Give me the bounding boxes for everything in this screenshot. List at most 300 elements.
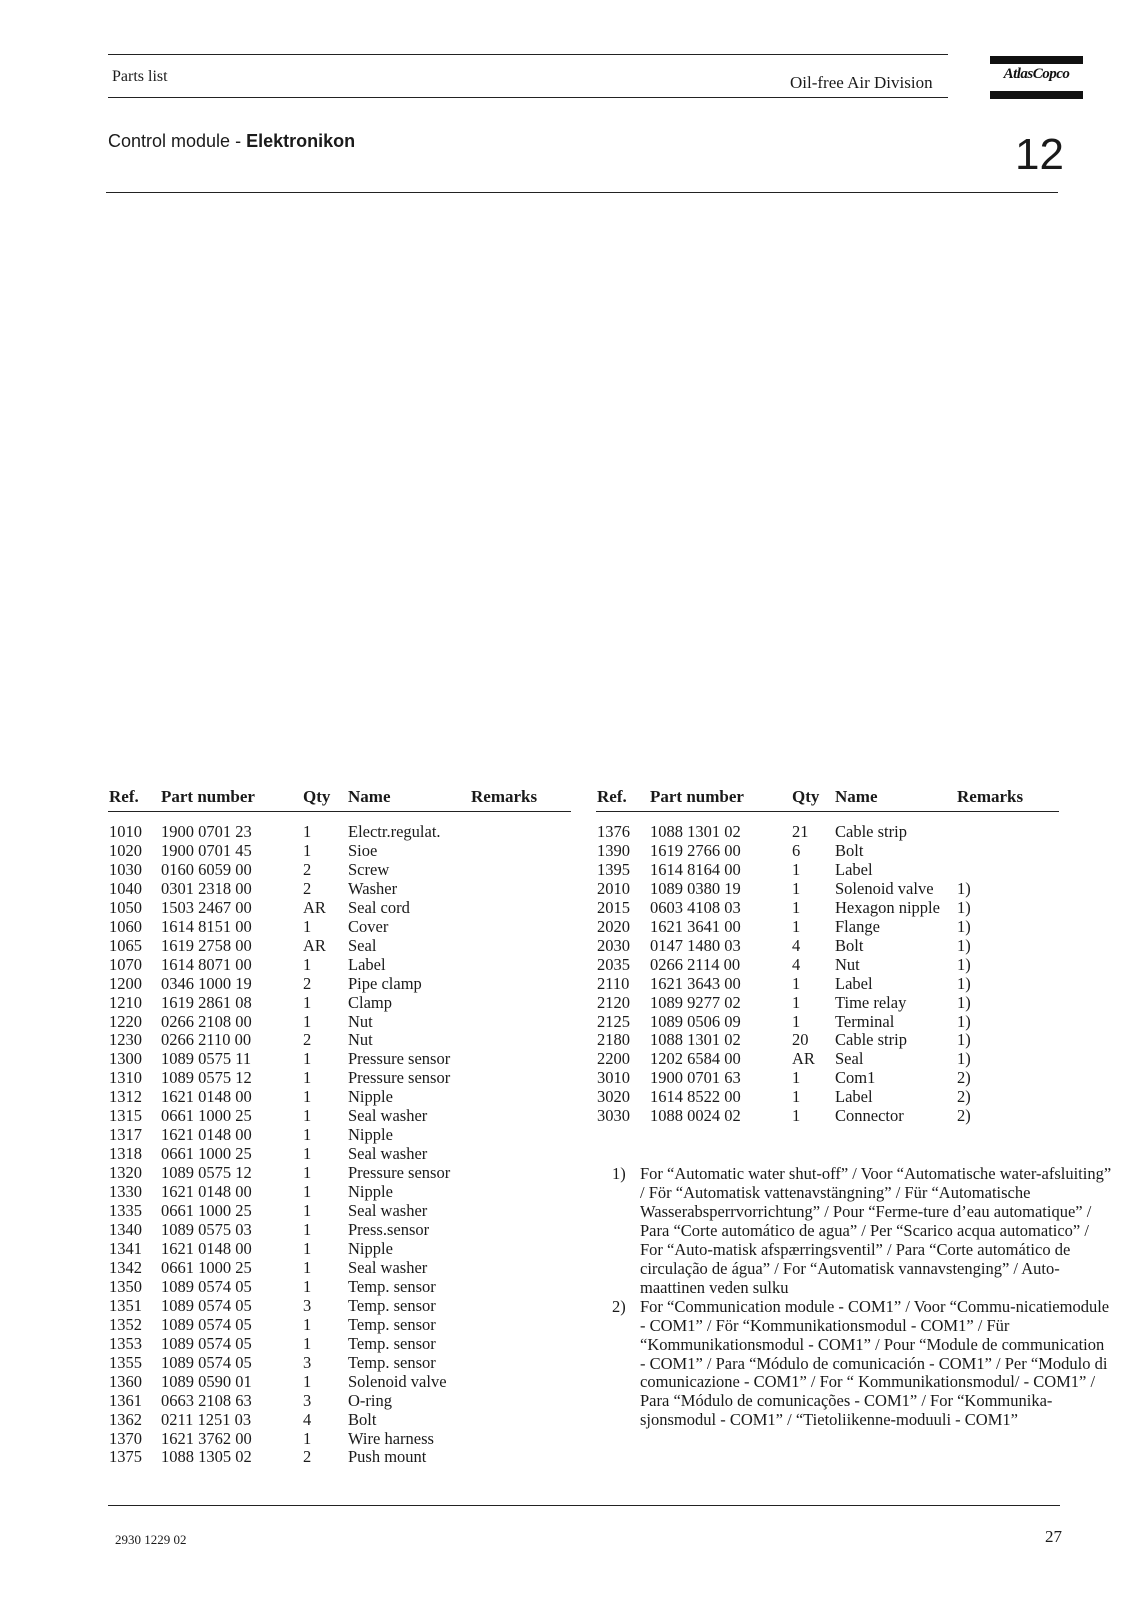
cell-name: Terminal — [835, 1011, 895, 1031]
cell-remarks — [471, 1145, 574, 1164]
cell-remarks — [957, 842, 1062, 861]
cell-ref: 1362 — [109, 1409, 142, 1429]
cell-name: Seal washer — [348, 1144, 428, 1164]
cell-part-number: 1089 9277 02 — [650, 992, 741, 1012]
cell-part-number: 1088 1301 02 — [650, 822, 741, 841]
table-row — [109, 918, 574, 937]
cell-part-number: 0211 1251 03 — [161, 1409, 252, 1429]
cell-remarks — [471, 1335, 574, 1354]
footnote-2 — [612, 1298, 1112, 1431]
cell-remarks — [471, 861, 574, 880]
table-row — [109, 1278, 574, 1297]
cell-qty: 3 — [303, 1390, 312, 1410]
cell-qty: 1 — [792, 992, 801, 1012]
cell-remarks — [471, 1297, 574, 1316]
cell-qty: 1 — [792, 1011, 801, 1031]
table-row — [597, 1107, 1062, 1126]
section-title-bold: Elektronikon — [246, 131, 356, 151]
cell-ref: 2035 — [597, 954, 630, 974]
header-bottom-rule — [108, 97, 948, 98]
cell-remarks: 1) — [957, 935, 971, 955]
table-row — [109, 861, 574, 880]
cell-qty: 1 — [792, 916, 801, 936]
cell-ref: 1341 — [109, 1238, 142, 1258]
cell-remarks — [471, 842, 574, 861]
table-row — [109, 1031, 574, 1050]
cell-part-number: 1202 6584 00 — [650, 1049, 741, 1069]
cell-remarks: 2) — [957, 1068, 971, 1088]
cell-name: Washer — [348, 878, 398, 898]
table-row — [109, 880, 574, 899]
footer-rule — [108, 1505, 1060, 1506]
cell-qty: AR — [303, 935, 326, 955]
table-row — [109, 1050, 574, 1069]
cell-ref: 1370 — [109, 1428, 142, 1448]
cell-part-number: 1089 0574 05 — [161, 1314, 252, 1334]
cell-qty: 4 — [303, 1409, 312, 1429]
cell-ref: 1350 — [109, 1276, 142, 1296]
cell-name: Flange — [835, 916, 880, 936]
cell-qty: 1 — [303, 954, 312, 974]
cell-qty: 1 — [303, 1068, 312, 1088]
cell-ref: 1310 — [109, 1068, 142, 1088]
section-title — [108, 131, 355, 152]
cell-part-number: 0661 1000 25 — [161, 1106, 252, 1126]
cell-ref: 1340 — [109, 1220, 142, 1240]
cell-part-number: 0663 2108 63 — [161, 1390, 252, 1410]
cell-ref: 1050 — [109, 897, 142, 917]
cell-remarks — [471, 1202, 574, 1221]
left-table-header-rule — [108, 811, 571, 812]
parts-table-left — [109, 787, 574, 1467]
cell-name: Seal washer — [348, 1257, 428, 1277]
cell-remarks — [471, 1240, 574, 1259]
cell-name: Push mount — [348, 1447, 427, 1467]
cell-qty: 21 — [792, 822, 809, 841]
cell-part-number: 1614 8164 00 — [650, 859, 741, 879]
cell-qty: 1 — [303, 822, 312, 841]
cell-part-number: 1089 0575 03 — [161, 1220, 252, 1240]
table-row — [109, 1411, 574, 1430]
cell-name: Seal — [348, 935, 377, 955]
cell-qty: 1 — [303, 1011, 312, 1031]
cell-ref: 1330 — [109, 1182, 142, 1202]
cell-part-number: 1614 8522 00 — [650, 1087, 741, 1107]
cell-remarks — [471, 1013, 574, 1032]
cell-part-number: 0266 2108 00 — [161, 1011, 252, 1031]
cell-remarks: 1) — [957, 916, 971, 936]
cell-name: Com1 — [835, 1068, 876, 1088]
table-row — [597, 899, 1062, 918]
cell-part-number: 1619 2861 08 — [161, 992, 252, 1012]
cell-name: Temp. sensor — [348, 1276, 436, 1296]
cell-name: Pressure sensor — [348, 1049, 451, 1069]
cell-ref: 3020 — [597, 1087, 630, 1107]
table-row — [109, 1107, 574, 1126]
cell-remarks: 1) — [957, 1030, 971, 1050]
cell-part-number: 1621 0148 00 — [161, 1087, 252, 1107]
cell-part-number: 1900 0701 45 — [161, 840, 252, 860]
cell-qty: 1 — [792, 973, 801, 993]
table-row — [597, 918, 1062, 937]
cell-qty: 2 — [303, 1030, 312, 1050]
table-row — [597, 937, 1062, 956]
cell-part-number: 0603 4108 03 — [650, 897, 741, 917]
cell-remarks: 1) — [957, 878, 971, 898]
cell-part-number: 1614 8151 00 — [161, 916, 252, 936]
table-row — [597, 842, 1062, 861]
section-rule — [106, 192, 1058, 193]
cell-qty: 1 — [792, 1106, 801, 1126]
cell-name: Temp. sensor — [348, 1314, 436, 1334]
cell-name: Wire harness — [348, 1428, 434, 1448]
section-title-prefix: Control module - — [108, 131, 247, 151]
table-row — [109, 956, 574, 975]
cell-part-number: 1614 8071 00 — [161, 954, 252, 974]
cell-qty: 1 — [792, 897, 801, 917]
cell-name: Hexagon nipple — [835, 897, 940, 917]
footnote-text: For “Communication module - COM1” / Voor “Commu-nicatiemodule - COM1” / För “Kommunikationsmodul - COM1” / Für “Kommunikationsmodul - COM1” / Pour “Module de communication - COM1” / Para “Módulo de comunicación - COM1” / Per “Modulo di comunicazione - COM1” / For “ Kommunikationsmodul/ - COM1” / Para “Módulo de comunicações - COM1” / For “Kommunika-sjonsmodul - COM1” / “Tietoliikenne-moduuli - COM1” — [640, 1296, 1110, 1430]
cell-name: Bolt — [835, 840, 864, 860]
cell-qty: 3 — [303, 1352, 312, 1372]
cell-part-number: 1089 0590 01 — [161, 1371, 252, 1391]
cell-qty: 1 — [792, 1087, 801, 1107]
cell-remarks — [471, 1088, 574, 1107]
cell-name: Pipe clamp — [348, 973, 422, 993]
cell-remarks — [471, 994, 574, 1013]
cell-part-number: 1089 0575 12 — [161, 1068, 252, 1088]
cell-ref: 3030 — [597, 1106, 630, 1126]
col-header-qty: Qty — [792, 787, 820, 806]
cell-part-number: 0301 2318 00 — [161, 878, 252, 898]
cell-remarks — [471, 1316, 574, 1335]
cell-name: Press.sensor — [348, 1220, 430, 1240]
cell-name: Solenoid valve — [835, 878, 934, 898]
cell-remarks — [471, 1411, 574, 1430]
table-row — [109, 1183, 574, 1202]
table-row — [109, 1145, 574, 1164]
parts-table-right — [597, 787, 1062, 1126]
cell-ref: 1342 — [109, 1257, 142, 1277]
cell-remarks — [471, 1354, 574, 1373]
cell-part-number: 1621 3641 00 — [650, 916, 741, 936]
cell-ref: 2110 — [597, 973, 630, 993]
table-row — [597, 880, 1062, 899]
cell-ref: 1070 — [109, 954, 142, 974]
cell-name: Cable strip — [835, 822, 907, 841]
cell-ref: 1355 — [109, 1352, 142, 1372]
cell-part-number: 1088 1305 02 — [161, 1447, 252, 1467]
cell-remarks — [471, 1031, 574, 1050]
cell-part-number: 0147 1480 03 — [650, 935, 741, 955]
cell-part-number: 0661 1000 25 — [161, 1201, 252, 1221]
cell-qty: 6 — [792, 840, 801, 860]
cell-part-number: 1621 0148 00 — [161, 1125, 252, 1145]
table-row — [109, 823, 574, 842]
cell-ref: 1220 — [109, 1011, 142, 1031]
cell-name: Seal washer — [348, 1201, 428, 1221]
division-label: Oil-free Air Division — [790, 73, 933, 92]
cell-ref: 1020 — [109, 840, 142, 860]
table-row — [109, 1088, 574, 1107]
cell-remarks: 2) — [957, 1106, 971, 1126]
cell-remarks — [471, 880, 574, 899]
cell-qty: 1 — [303, 1257, 312, 1277]
cell-part-number: 1089 0574 05 — [161, 1352, 252, 1372]
cell-qty: AR — [792, 1049, 815, 1069]
table-row — [109, 975, 574, 994]
cell-name: Seal washer — [348, 1106, 428, 1126]
col-header-ref: Ref. — [109, 787, 139, 806]
cell-qty: 1 — [303, 1371, 312, 1391]
cell-remarks: 1) — [957, 973, 971, 993]
cell-qty: 1 — [303, 916, 312, 936]
cell-ref: 2125 — [597, 1011, 630, 1031]
cell-qty: 1 — [303, 1125, 312, 1145]
cell-remarks — [471, 1126, 574, 1145]
cell-qty: 1 — [303, 1182, 312, 1202]
cell-part-number: 0346 1000 19 — [161, 973, 252, 993]
cell-qty: 2 — [303, 973, 312, 993]
cell-part-number: 1503 2467 00 — [161, 897, 252, 917]
table-row — [597, 823, 1062, 842]
cell-name: Seal — [835, 1049, 864, 1069]
page-number: 27 — [1045, 1527, 1062, 1546]
cell-remarks — [471, 1183, 574, 1202]
cell-name: Label — [835, 859, 873, 879]
col-header-name: Name — [835, 787, 878, 806]
cell-ref: 2015 — [597, 897, 630, 917]
cell-name: Cable strip — [835, 1030, 907, 1050]
cell-remarks — [471, 1259, 574, 1278]
table-row — [597, 975, 1062, 994]
table-row — [109, 1259, 574, 1278]
cell-ref: 1040 — [109, 878, 142, 898]
cell-ref: 1335 — [109, 1201, 142, 1221]
cell-remarks: 1) — [957, 1011, 971, 1031]
cell-remarks — [471, 899, 574, 918]
cell-name: Temp. sensor — [348, 1352, 436, 1372]
cell-ref: 1060 — [109, 916, 142, 936]
table-row — [597, 1013, 1062, 1032]
cell-part-number: 1900 0701 63 — [650, 1068, 741, 1088]
table-row — [109, 1164, 574, 1183]
col-header-remarks: Remarks — [957, 787, 1024, 806]
cell-remarks — [471, 1221, 574, 1240]
cell-name: Connector — [835, 1106, 904, 1126]
cell-name: Time relay — [835, 992, 907, 1012]
cell-qty: 1 — [303, 1276, 312, 1296]
cell-name: Nut — [348, 1011, 373, 1031]
table-row — [109, 1316, 574, 1335]
footnote-1 — [612, 1165, 1112, 1298]
cell-qty: 1 — [303, 1144, 312, 1164]
cell-part-number: 1621 3643 00 — [650, 973, 741, 993]
table-row — [597, 994, 1062, 1013]
col-header-part-number: Part number — [161, 787, 255, 806]
table-row — [109, 1354, 574, 1373]
cell-part-number: 0661 1000 25 — [161, 1257, 252, 1277]
table-row — [109, 1430, 574, 1449]
cell-name: Temp. sensor — [348, 1333, 436, 1353]
cell-ref: 1200 — [109, 973, 142, 993]
cell-name: Seal cord — [348, 897, 410, 917]
table-row — [109, 1240, 574, 1259]
table-row — [109, 937, 574, 956]
cell-ref: 1353 — [109, 1333, 142, 1353]
table-header-row — [109, 787, 574, 813]
table-row — [109, 1373, 574, 1392]
cell-remarks — [471, 1107, 574, 1126]
cell-part-number: 1088 0024 02 — [650, 1106, 741, 1126]
table-row — [597, 956, 1062, 975]
table-row — [109, 1335, 574, 1354]
footnote-number: 1) — [612, 1164, 626, 1183]
table-row — [109, 1221, 574, 1240]
cell-name: Nipple — [348, 1125, 393, 1145]
cell-ref: 2180 — [597, 1030, 630, 1050]
cell-remarks — [471, 975, 574, 994]
cell-ref: 1318 — [109, 1144, 142, 1164]
cell-qty: 1 — [303, 1049, 312, 1069]
cell-remarks: 1) — [957, 897, 971, 917]
cell-remarks — [471, 1069, 574, 1088]
cell-name: Solenoid valve — [348, 1371, 447, 1391]
cell-remarks: 1) — [957, 954, 971, 974]
cell-remarks — [471, 1430, 574, 1449]
cell-ref: 1300 — [109, 1049, 142, 1069]
cell-qty: 1 — [303, 1106, 312, 1126]
cell-name: Cover — [348, 916, 389, 936]
table-row — [597, 1031, 1062, 1050]
cell-ref: 1360 — [109, 1371, 142, 1391]
table-row — [109, 1013, 574, 1032]
cell-name: Temp. sensor — [348, 1295, 436, 1315]
cell-part-number: 0266 2110 00 — [161, 1030, 252, 1050]
cell-remarks — [471, 1448, 574, 1467]
cell-name: Nut — [835, 954, 860, 974]
cell-remarks — [471, 1373, 574, 1392]
cell-name: Label — [348, 954, 386, 974]
col-header-remarks: Remarks — [471, 787, 538, 806]
cell-name: Pressure sensor — [348, 1163, 451, 1183]
cell-remarks — [957, 823, 1062, 842]
table-header-row — [597, 787, 1062, 813]
cell-ref: 2200 — [597, 1049, 630, 1069]
cell-ref: 1320 — [109, 1163, 142, 1183]
cell-part-number: 1621 3762 00 — [161, 1428, 252, 1448]
cell-remarks — [957, 861, 1062, 880]
cell-ref: 1230 — [109, 1030, 142, 1050]
cell-qty: 20 — [792, 1030, 809, 1050]
cell-ref: 1010 — [109, 822, 142, 841]
cell-qty: 1 — [303, 840, 312, 860]
header-top-rule — [108, 54, 948, 55]
cell-qty: AR — [303, 897, 326, 917]
cell-qty: 1 — [792, 1068, 801, 1088]
cell-remarks — [471, 1392, 574, 1411]
cell-name: Nipple — [348, 1087, 393, 1107]
cell-part-number: 1621 0148 00 — [161, 1238, 252, 1258]
cell-qty: 1 — [303, 992, 312, 1012]
table-row — [109, 994, 574, 1013]
doc-type-label: Parts list — [112, 68, 168, 85]
cell-qty: 3 — [303, 1295, 312, 1315]
table-row — [109, 1126, 574, 1145]
cell-remarks — [471, 956, 574, 975]
cell-qty: 1 — [303, 1163, 312, 1183]
cell-qty: 1 — [303, 1333, 312, 1353]
cell-qty: 2 — [303, 1447, 312, 1467]
cell-ref: 3010 — [597, 1068, 630, 1088]
cell-qty: 4 — [792, 954, 801, 974]
cell-name: Label — [835, 1087, 873, 1107]
cell-ref: 1361 — [109, 1390, 142, 1410]
cell-ref: 1375 — [109, 1447, 142, 1467]
cell-name: O-ring — [348, 1390, 392, 1410]
cell-remarks — [471, 823, 574, 842]
cell-remarks — [471, 1278, 574, 1297]
footnote-text: For “Automatic water shut-off” / Voor “Automatische water-afsluiting” / För “Automatisk vattenavstängning” / Für “Automatische Wasserabsperrvorrichtung” / Pour “Ferme-ture d’eau automatique” / Para “Corte automático de agua” / Per “Scarico acqua automatico” / For “Auto-matisk afspærringsventil” / Para “Corte automático de circulação de água” / For “Automatisk vannavstenging” / Auto-maattinen veden sulku — [640, 1164, 1112, 1297]
table-row — [109, 899, 574, 918]
cell-part-number: 1619 2758 00 — [161, 935, 252, 955]
cell-part-number: 1621 0148 00 — [161, 1182, 252, 1202]
right-table-header-rule — [596, 811, 1059, 812]
cell-ref: 1065 — [109, 935, 142, 955]
cell-qty: 2 — [303, 878, 312, 898]
cell-part-number: 1089 0574 05 — [161, 1295, 252, 1315]
cell-name: Nut — [348, 1030, 373, 1050]
cell-part-number: 1089 0574 05 — [161, 1276, 252, 1296]
col-header-qty: Qty — [303, 787, 331, 806]
cell-name: Clamp — [348, 992, 392, 1012]
cell-part-number: 0160 6059 00 — [161, 859, 252, 879]
cell-name: Electr.regulat. — [348, 822, 441, 841]
cell-qty: 4 — [792, 935, 801, 955]
cell-qty: 1 — [792, 878, 801, 898]
table-row — [109, 1069, 574, 1088]
cell-name: Nipple — [348, 1182, 393, 1202]
cell-name: Bolt — [348, 1409, 377, 1429]
cell-remarks — [471, 1050, 574, 1069]
table-row — [597, 861, 1062, 880]
doc-number: 2930 1229 02 — [115, 1532, 187, 1547]
cell-qty: 1 — [792, 859, 801, 879]
cell-name: Sioe — [348, 840, 378, 860]
cell-part-number: 0266 2114 00 — [650, 954, 741, 974]
cell-name: Nipple — [348, 1238, 393, 1258]
cell-name: Screw — [348, 859, 390, 879]
cell-part-number: 1900 0701 23 — [161, 822, 252, 841]
cell-remarks — [471, 1164, 574, 1183]
table-row — [109, 842, 574, 861]
footnotes — [612, 1165, 1112, 1430]
cell-remarks: 2) — [957, 1087, 971, 1107]
table-row — [597, 1069, 1062, 1088]
cell-qty: 1 — [303, 1238, 312, 1258]
cell-ref: 2030 — [597, 935, 630, 955]
cell-ref: 2020 — [597, 916, 630, 936]
atlas-copco-logo — [990, 56, 1083, 100]
cell-part-number: 1619 2766 00 — [650, 840, 741, 860]
cell-part-number: 1089 0575 11 — [161, 1049, 252, 1069]
cell-ref: 1030 — [109, 859, 142, 879]
cell-qty: 1 — [303, 1220, 312, 1240]
table-row — [109, 1448, 574, 1467]
logo-text: AtlasCopco — [1003, 66, 1070, 82]
cell-remarks — [471, 918, 574, 937]
cell-ref: 2120 — [597, 992, 630, 1012]
